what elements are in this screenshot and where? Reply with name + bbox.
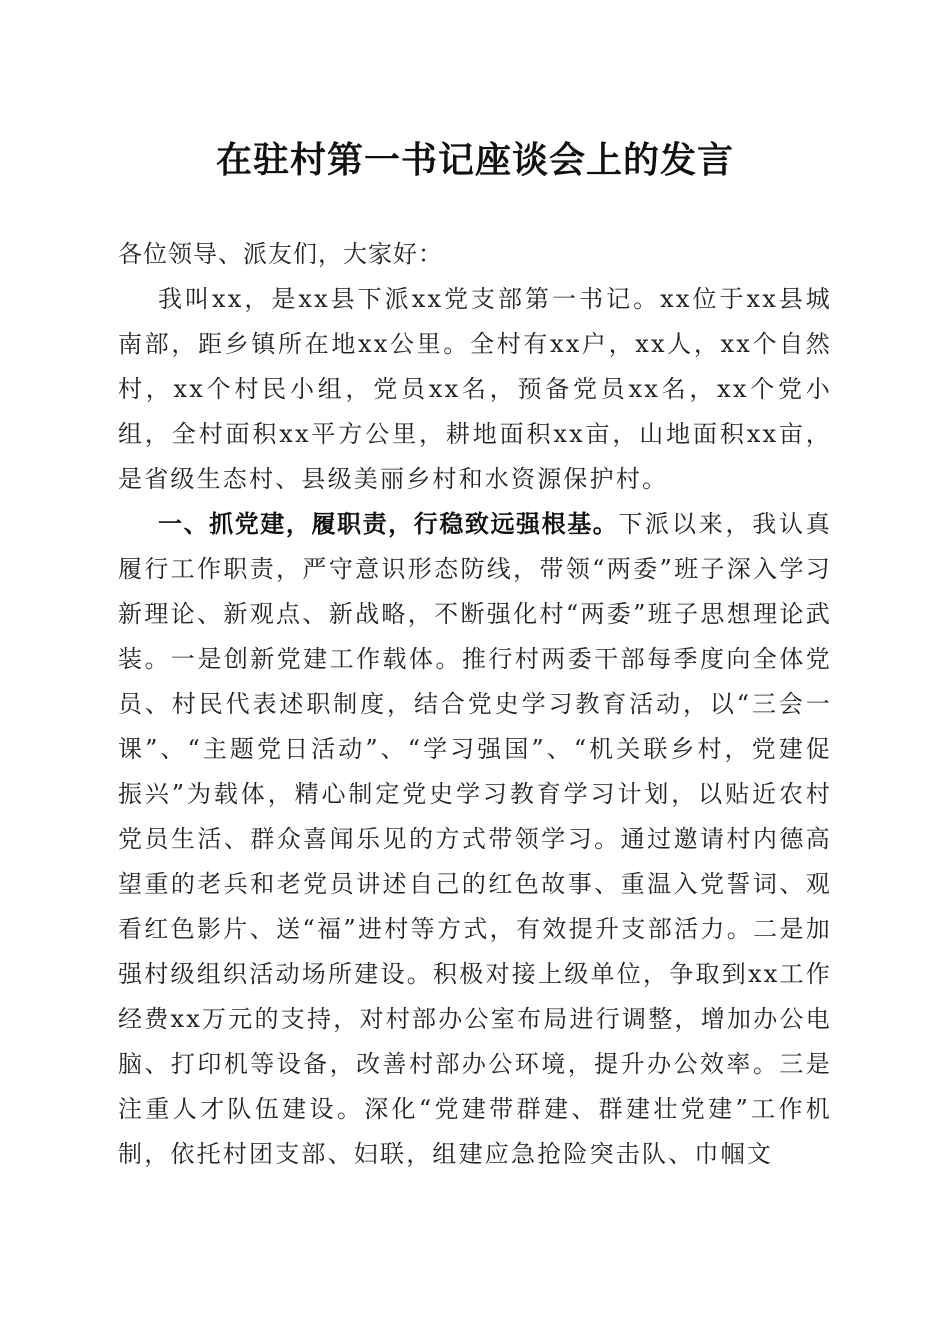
- document-title: 在驻村第一书记座谈会上的发言: [215, 139, 734, 181]
- document-body: [118, 232, 832, 1177]
- section-one-heading: 一、抓党建，履职责，行稳致远强根基。: [158, 510, 619, 538]
- paragraph-intro-text: 我叫xx，是xx县下派xx党支部第一书记。xx位于xx县城南部，距乡镇所在地xx公里。全村有xx户，xx人，xx个自然村，xx个村民小组，党员xx名，预备党员xx名，xx个党小组，全村面积xx平方公里，耕地面积xx亩，山地面积xx亩，是省级生态村、县级美丽乡村和水资源保护村。: [118, 285, 832, 493]
- greeting-line: 各位领导、派友们，大家好：: [118, 240, 443, 268]
- paragraph-intro: [118, 277, 832, 502]
- paragraph-section-one: [118, 502, 832, 1177]
- section-one-text: 下派以来，我认真履行工作职责，严守意识形态防线，带领“两委”班子深入学习新理论、新观点、新战略，不断强化村“两委”班子思想理论武装。一是创新党建工作载体。推行村两委干部每季度向全体党员、村民代表述职制度，结合党史学习教育活动，以“三会一课”、“主题党日活动”、“学习强国”、“机关联乡村，党建促振兴”为载体，精心制定党史学习教育学习计划，以贴近农村党员生活、群众喜闻乐见的方式带领学习。通过邀请村内德高望重的老兵和老党员讲述自己的红色故事、重温入党誓词、观看红色影片、送“福”进村等方式，有效提升支部活力。二是加强村级组织活动场所建设。积极对接上级单位，争取到xx工作经费xx万元的支持，对村部办公室布局进行调整，增加办公电脑、打印机等设备，改善村部办公环境，提升办公效率。三是注重人才队伍建设。深化“党建带群建、群建壮党建”工作机制，依托村团支部、妇联，组建应急抢险突击队、巾帼文: [118, 510, 833, 1168]
